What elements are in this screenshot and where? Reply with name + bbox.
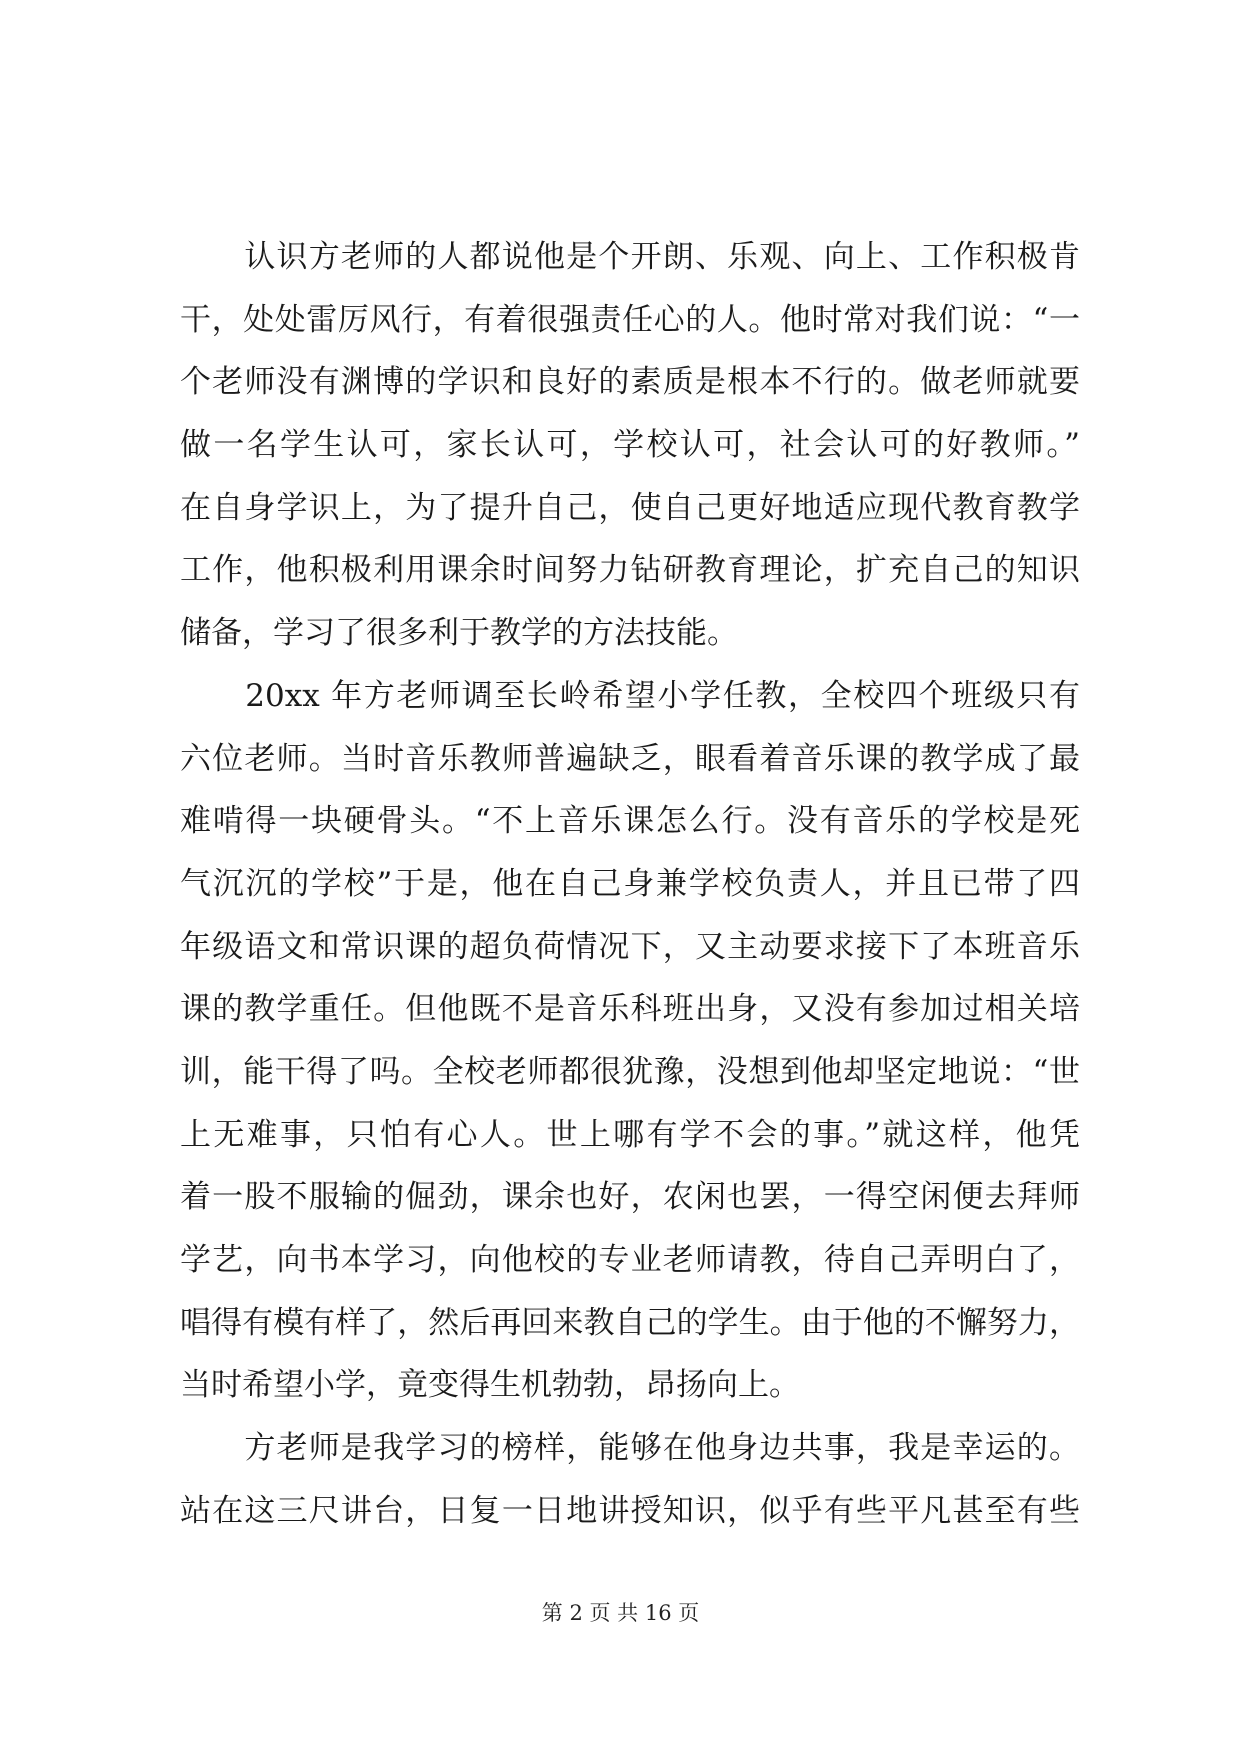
text-line: 个老师没有渊博的学识和良好的素质是根本不行的。做老师就要 bbox=[180, 364, 1080, 401]
text-line: 当时希望小学，竟变得生机勃勃，昂扬向上。 bbox=[180, 1367, 800, 1404]
text-line: 干，处处雷厉风行，有着很强责任心的人。他时常对我们说：“一 bbox=[180, 301, 1080, 338]
text-line: 20xx 年方老师调至长岭希望小学任教，全校四个班级只有 bbox=[180, 677, 1080, 714]
text-line: 在自身学识上，为了提升自己，使自己更好地适应现代教育教学 bbox=[180, 489, 1080, 526]
text-line: 上无难事，只怕有心人。世上哪有学不会的事。”就这样，他凭 bbox=[180, 1116, 1080, 1153]
text-line: 年级语文和常识课的超负荷情况下，又主动要求接下了本班音乐 bbox=[180, 928, 1080, 965]
text-line: 方老师是我学习的榜样，能够在他身边共事，我是幸运的。 bbox=[180, 1430, 1080, 1467]
text-line: 唱得有模有样了，然后再回来教自己的学生。由于他的不懈努力， bbox=[180, 1304, 1080, 1341]
page-footer: 第 2 页 共 16 页 bbox=[541, 1601, 700, 1625]
text-line: 难啃得一块硬骨头。“不上音乐课怎么行。没有音乐的学校是死 bbox=[180, 803, 1080, 840]
text-line: 认识方老师的人都说他是个开朗、乐观、向上、工作积极肯 bbox=[180, 239, 1080, 275]
text-line: 课的教学重任。但他既不是音乐科班出身，又没有参加过相关培 bbox=[180, 991, 1080, 1028]
document-body bbox=[180, 226, 1080, 1542]
text-line: 气沉沉的学校”于是，他在自己身兼学校负责人，并且已带了四 bbox=[180, 865, 1080, 902]
text-line: 训，能干得了吗。全校老师都很犹豫，没想到他却坚定地说：“世 bbox=[180, 1053, 1080, 1090]
text-line: 着一股不服输的倔劲，课余也好，农闲也罢，一得空闲便去拜师 bbox=[180, 1179, 1080, 1216]
text-line: 做一名学生认可，家长认可，学校认可，社会认可的好教师。” bbox=[180, 427, 1080, 464]
text-line: 站在这三尺讲台，日复一日地讲授知识，似乎有些平凡甚至有些 bbox=[180, 1492, 1080, 1529]
text-line: 学艺，向书本学习，向他校的专业老师请教，待自己弄明白了， bbox=[180, 1242, 1080, 1278]
text-line: 工作，他积极利用课余时间努力钻研教育理论，扩充自己的知识 bbox=[180, 552, 1080, 589]
text-line: 储备，学习了很多利于教学的方法技能。 bbox=[180, 615, 738, 652]
text-line: 六位老师。当时音乐教师普遍缺乏，眼看着音乐课的教学成了最 bbox=[180, 740, 1080, 777]
